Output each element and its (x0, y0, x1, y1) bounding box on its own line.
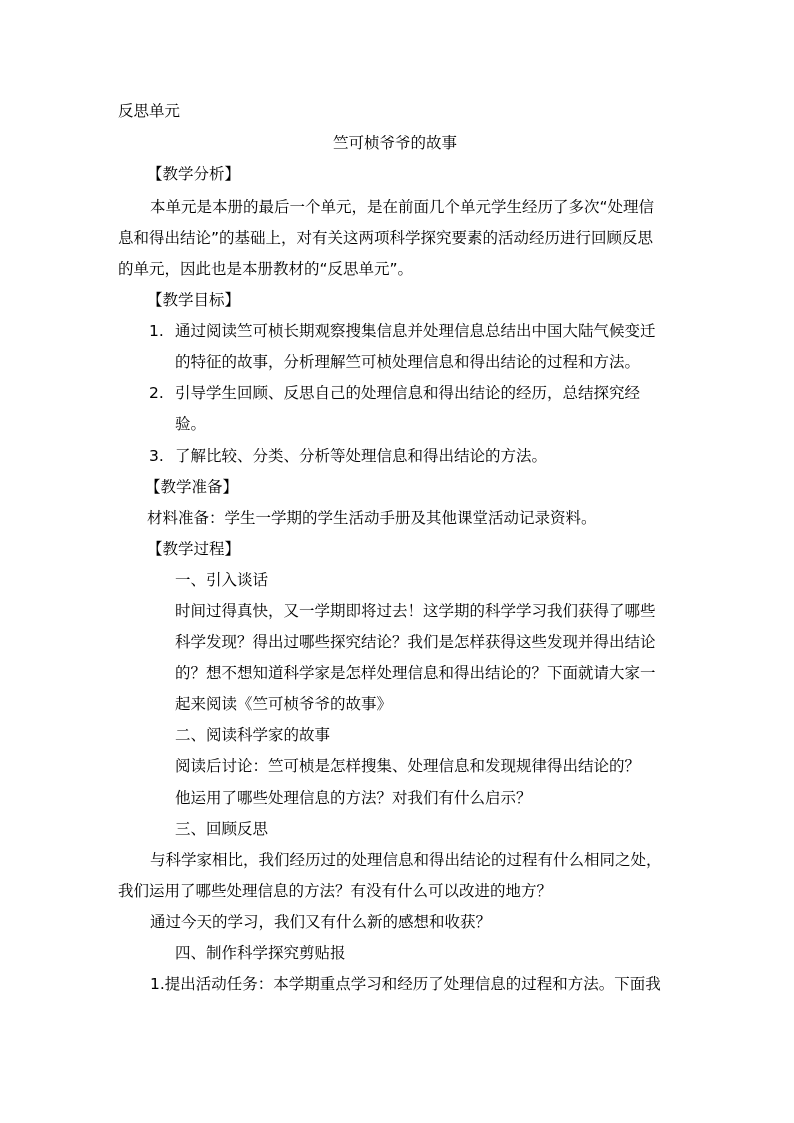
section-3-line-3: 通过今天的学习，我们又有什么新的感想和收获？ (150, 913, 492, 931)
section-3-line-2: 我们运用了哪些处理信息的方法？有没有什么可以改进的地方？ (118, 882, 553, 900)
section-2-line-2: 他运用了哪些处理信息的方法？对我们有什么启示？ (175, 789, 532, 807)
analysis-line-1: 本单元是本册的最后一个单元，是在前面几个单元学生经历了多次“处理信 (150, 198, 655, 216)
goals-heading: 【教学目标】 (147, 291, 241, 309)
section-1-title: 一、引入谈话 (175, 571, 269, 589)
section-1-line-1: 时间过得真快，又一学期即将过去！这学期的科学学习我们获得了哪些 (175, 602, 656, 620)
goal-1-line-1: 通过阅读竺可桢长期观察搜集信息并处理信息总结出中国大陆气候变迁 (175, 322, 656, 340)
unit-title: 反思单元 (118, 102, 181, 120)
section-1-line-2: 科学发现？得出过哪些探究结论？我们是怎样获得这些发现并得出结论 (175, 633, 656, 651)
section-3-title: 三、回顾反思 (175, 820, 269, 838)
lesson-title: 竺可桢爷爷的故事 (333, 134, 458, 152)
prep-heading: 【教学准备】 (145, 478, 239, 496)
section-2-line-1: 阅读后讨论：竺可桢是怎样搜集、处理信息和发现规律得出结论的？ (175, 757, 641, 775)
section-4-title: 四、制作科学探究剪贴报 (175, 944, 346, 962)
section-1-line-3: 的？想不想知道科学家是怎样处理信息和得出结论的？下面就请大家一 (175, 664, 656, 682)
goal-1-number: 1. (149, 322, 164, 340)
analysis-line-3: 的单元，因此也是本册教材的“反思单元”。 (118, 260, 414, 278)
section-2-title: 二、阅读科学家的故事 (175, 726, 331, 744)
process-heading: 【教学过程】 (147, 540, 241, 558)
goal-2-line-1: 引导学生回顾、反思自己的处理信息和得出结论的经历，总结探究经 (175, 384, 641, 402)
section-4-line-1: 1.提出活动任务：本学期重点学习和经历了处理信息的过程和方法。下面我 (150, 975, 661, 993)
goal-3-number: 3. (149, 447, 164, 465)
goal-2-number: 2. (149, 384, 164, 402)
analysis-heading: 【教学分析】 (147, 165, 241, 183)
goal-3-line-1: 了解比较、分类、分析等处理信息和得出结论的方法。 (175, 447, 548, 465)
prep-text: 材料准备：学生一学期的学生活动手册及其他课堂活动记录资料。 (147, 509, 597, 527)
section-1-line-4: 起来阅读《竺可桢爷爷的故事》 (175, 695, 393, 713)
section-3-line-1: 与科学家相比，我们经历过的处理信息和得出结论的过程有什么相同之处， (150, 851, 662, 869)
analysis-line-2: 息和得出结论”的基础上，对有关这两项科学探究要素的活动经历进行回顾反思 (118, 229, 654, 247)
goal-1-line-2: 的特征的故事，分析理解竺可桢处理信息和得出结论的过程和方法。 (175, 353, 641, 371)
goal-2-line-2: 验。 (175, 415, 207, 433)
